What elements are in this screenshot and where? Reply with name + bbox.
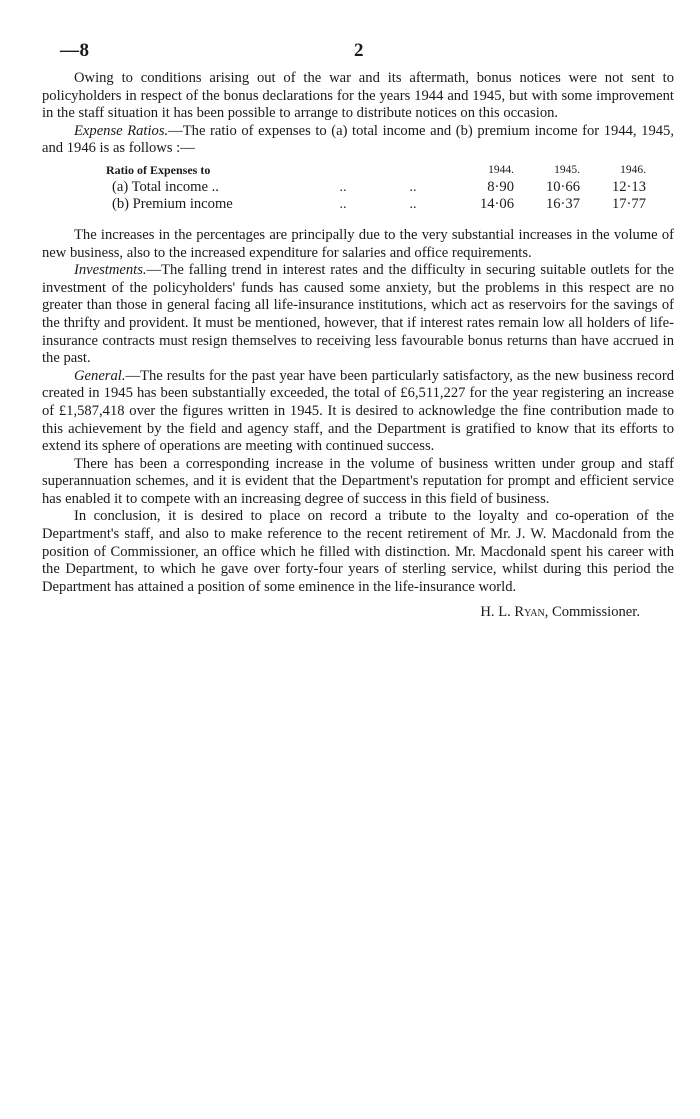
paragraph-general: [42, 368, 674, 456]
expense-ratios-heading: Expense Ratios.: [74, 122, 169, 139]
leader-dots: ..: [339, 196, 347, 212]
paragraph-bonus-notices: Owing to conditions arising out of the war and its aftermath, bonus notices were not sent to policyholders in respect of the bonus declarations for the years 1944 and 1945, but with some improvement in the staff situation it has been possible to arrange to distribute notices on this occasion.: [42, 70, 674, 122]
year-header-1944: 1944.: [488, 163, 514, 176]
table-spacer: [378, 162, 448, 179]
table-row-total-income: [106, 179, 646, 196]
page-header: [60, 40, 660, 66]
document-body: [42, 70, 674, 622]
leader-dots: ..: [409, 179, 417, 195]
paragraph-conclusion: In conclusion, it is desired to place on record a tribute to the loyalty and co-operation of the Department's staff, and also to make reference to the recent retirement of Mr. J. W. Macdonald from the position of Commissioner, an office which he filled with distinction. Mr. Macdonald spent his career with the Department, to which he gave over forty-four years of sterling service, whilst during this period the Department has attained a position of some eminence in the life-insurance world.: [42, 508, 674, 595]
paragraph-superannuation: There has been a corresponding increase in the volume of business written under group and staff superannuation schemes, and it is evident that the Department's reputation for prompt and efficient service has enabled it to compete with an increasing degree of success in this field of business.: [42, 455, 674, 507]
general-text: —The results for the past year have been particularly satisfactory, as the new business record created in 1945 has been substantially exceeded, the total of £6,511,227 for the year registering an increase of £1,587,418 over the figures written in 1945. It is desired to acknowledge the fine contribution made to this achievement by the field and agency staff, and the Department is gratified to know that its efforts to extend its sphere of operations are meeting with continued success.: [42, 367, 674, 455]
table-header-row: [106, 162, 646, 179]
investments-text: —The falling trend in interest rates and the difficulty in securing suitable outlets for the investment of the policyholders' funds has caused some anxiety, but the problems in this respect are no greater than those in general facing all life-insurance institutions, which act as reservoirs for the savings of the thrifty and provident. It must be mentioned, however, that if interest rates remain low all holders of life-insurance contracts must resign themselves to receiving less favourable bonus returns than have accrued in the past.: [42, 262, 674, 367]
year-header-1945: 1945.: [554, 163, 580, 176]
paragraph-expense-ratios: [42, 123, 674, 158]
row-label: (b) Premium income: [112, 195, 233, 212]
paragraph-increases: The increases in the percentages are principally due to the very substantial increases in the volume of new business, also to the increased expenditure for salaries and office requirements.: [42, 226, 674, 261]
year-header-1946: 1946.: [620, 163, 646, 176]
value-1945: 16·37: [545, 195, 580, 212]
value-1944: 8·90: [487, 178, 514, 195]
signature-initials: H. L.: [480, 604, 511, 621]
signature: [42, 604, 674, 622]
value-1945: 10·66: [545, 178, 580, 195]
expense-ratios-text: —The ratio of expenses to (a) total income and (b) premium income for 1944, 1945, and 1946 is as follows :—: [42, 122, 674, 157]
value-1946: 17·77: [611, 195, 646, 212]
page-reference: —8: [60, 40, 90, 61]
row-label: (a) Total income ..: [112, 178, 219, 195]
table-row-premium-income: [106, 196, 646, 213]
value-1944: 14·06: [479, 195, 514, 212]
signature-surname: Ryan: [514, 604, 545, 621]
investments-heading: Investments.: [74, 262, 147, 279]
general-heading: General.: [74, 367, 126, 384]
expense-ratio-table: [106, 162, 646, 213]
table-caption: Ratio of Expenses to: [106, 162, 211, 177]
value-1946: 12·13: [611, 178, 646, 195]
signature-title: , Commissioner.: [544, 604, 640, 621]
paragraph-investments: [42, 262, 674, 368]
page-number: 2: [354, 40, 364, 61]
table-spacer: [308, 162, 378, 179]
leader-dots: ..: [339, 179, 347, 195]
leader-dots: ..: [409, 196, 417, 212]
